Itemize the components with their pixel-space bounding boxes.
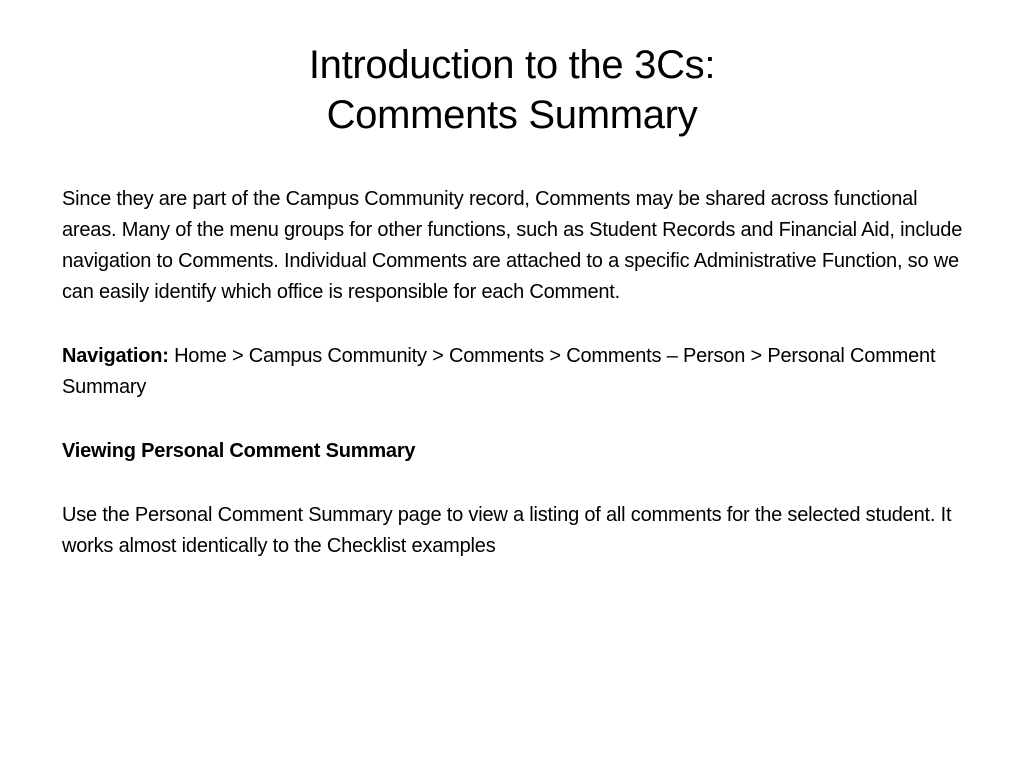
navigation-label: Navigation: [62,345,169,367]
slide-body [62,184,972,595]
navigation-paragraph [62,341,972,403]
intro-paragraph: Since they are part of the Campus Community record, Comments may be shared across functional areas. Many of the menu groups for other functions, such as Student Records and Financial Aid, include navigation to Comments. Individual Comments are attached to a specific Administrative Function, so we can easily identify which office is responsible for each Comment. [62,188,963,303]
usage-paragraph: Use the Personal Comment Summary page to view a listing of all comments for the selected student. It works almost identically to the Checklist examples [62,504,952,557]
title-line-2: Comments Summary [326,93,698,137]
section-subheading: Viewing Personal Comment Summary [62,440,416,462]
title-line-1: Introduction to the 3Cs: [308,43,716,87]
navigation-path: Home > Campus Community > Comments > Comments – Person > Personal Comment Summary [62,345,936,398]
slide-title [62,40,962,140]
